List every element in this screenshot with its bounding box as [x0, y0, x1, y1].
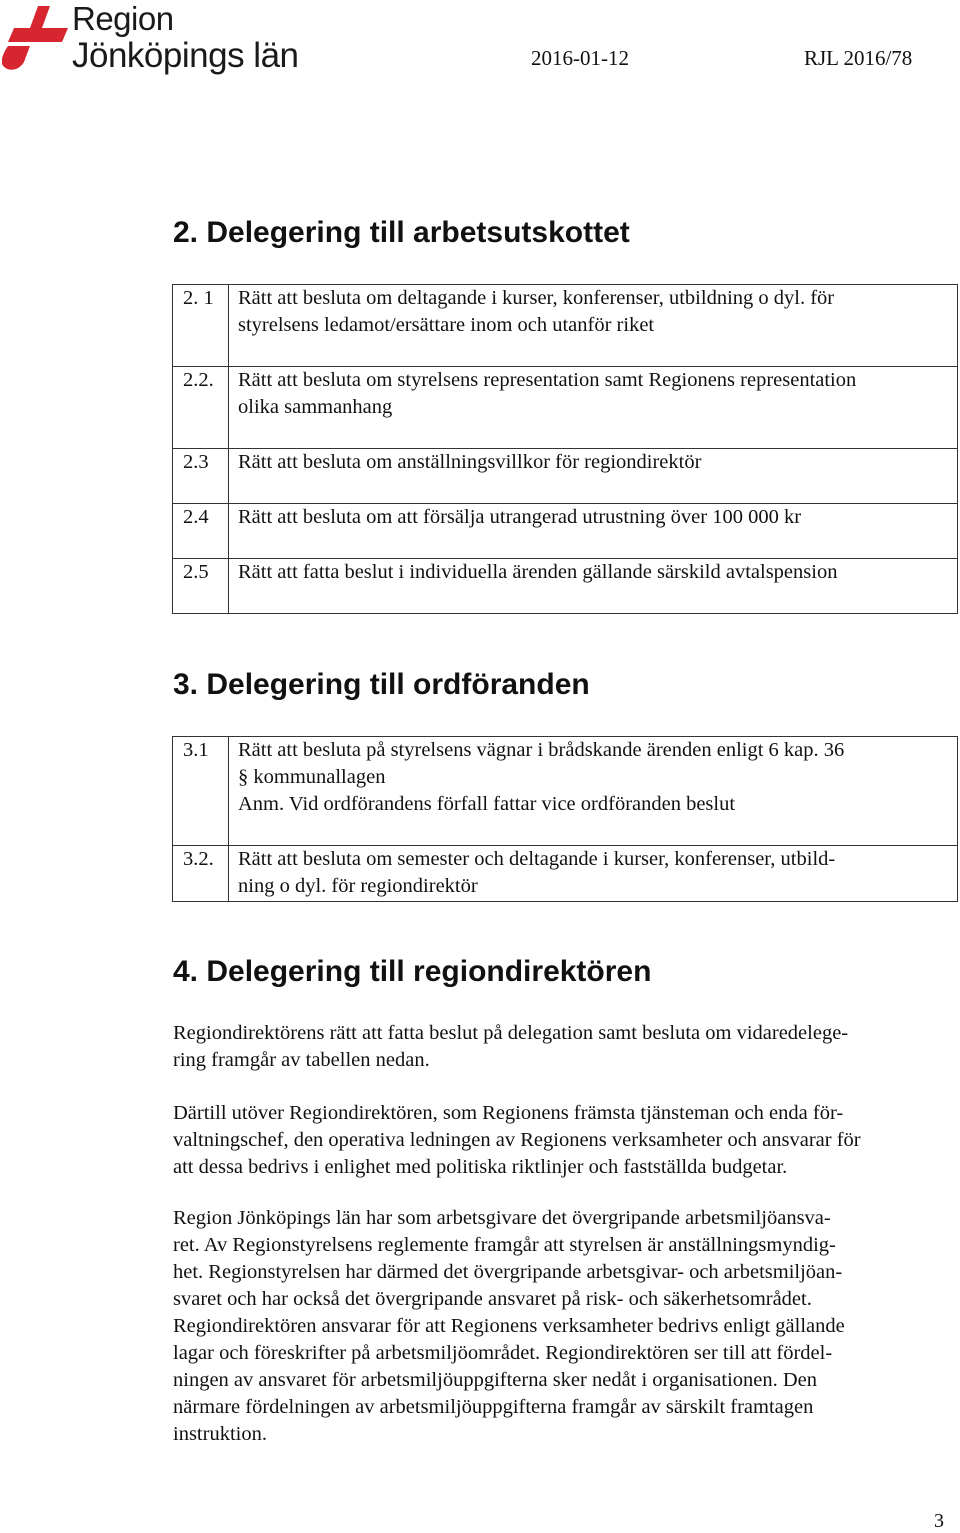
row-number: 2. 1 — [173, 285, 229, 367]
row-text-line: olika sammanhang — [238, 396, 393, 418]
table-row — [173, 367, 958, 449]
table-row — [173, 504, 958, 559]
row-text-line: Rätt att besluta om semester och deltagande i kurser, konferenser, utbild- — [238, 848, 836, 870]
row-text-line: Rätt att besluta om deltagande i kurser, konferenser, utbildning o dyl. för — [238, 287, 835, 309]
region-logo — [0, 2, 300, 77]
table-row — [173, 449, 958, 504]
region-logo-mark-icon — [2, 6, 68, 72]
row-text-line: Anm. Vid ordförandens förfall fattar vice ordföranden beslut — [238, 793, 736, 815]
row-text-line: Rätt att besluta om anställningsvillkor för regiondirektör — [238, 451, 702, 473]
row-text-line: § kommunallagen — [238, 766, 386, 788]
document-reference: RJL 2016/78 — [804, 46, 913, 70]
row-number: 2.2. — [173, 367, 229, 449]
paragraph-line: Därtill utöver Regiondirektören, som Regionens främsta tjänsteman och enda för- — [173, 1102, 844, 1124]
row-number: 2.3 — [173, 449, 229, 504]
row-number: 3.1 — [173, 737, 229, 846]
row-text — [229, 737, 958, 846]
table-row — [173, 285, 958, 367]
row-text-line: Rätt att besluta på styrelsens vägnar i brådskande ärenden enligt 6 kap. 36 — [238, 739, 845, 761]
section-2-heading: 2. Delegering till arbetsutskottet — [173, 216, 630, 249]
paragraph-line: valtningschef, den operativa ledningen av Regionens verksamheter och ansvarar för — [173, 1129, 861, 1151]
section-3-heading: 3. Delegering till ordföranden — [173, 668, 590, 701]
paragraph-line: ring framgår av tabellen nedan. — [173, 1049, 430, 1071]
paragraph-work-environment — [173, 1205, 953, 1448]
row-text-line: styrelsens ledamot/ersättare inom och utanför riket — [238, 314, 655, 336]
row-number: 2.4 — [173, 504, 229, 559]
table-row — [173, 737, 958, 846]
logo-text-county: Jönköpings län — [72, 36, 299, 75]
page-number: 3 — [934, 1510, 944, 1532]
paragraph-line: ningen av ansvaret för arbetsmiljöuppgifterna sker nedåt i organisationen. Den — [173, 1369, 818, 1391]
paragraph-line: instruktion. — [173, 1423, 267, 1445]
row-number: 2.5 — [173, 559, 229, 614]
row-text — [229, 846, 958, 902]
table-row — [173, 846, 958, 902]
paragraph-line: het. Regionstyrelsen har därmed det övergripande arbetsgivar- och arbetsmiljöan- — [173, 1261, 843, 1283]
paragraph-line: Regiondirektören ansvarar för att Regionens verksamheter bedrivs enligt gällande — [173, 1315, 845, 1337]
section-3-table — [172, 736, 958, 902]
document-date: 2016-01-12 — [531, 46, 629, 70]
logo-text-region: Region — [72, 0, 174, 37]
row-text-line: Rätt att fatta beslut i individuella ärenden gällande särskild avtalspension — [238, 561, 838, 583]
paragraph-operations — [173, 1100, 953, 1181]
paragraph-line: lagar och föreskrifter på arbetsmiljöområdet. Regiondirektören ser till att fördel- — [173, 1342, 833, 1364]
row-text — [229, 559, 958, 614]
paragraph-line: att dessa bedrivs i enlighet med politiska riktlinjer och fastställda budgetar. — [173, 1156, 788, 1178]
row-text — [229, 504, 958, 559]
row-text-line: Rätt att besluta om att försälja utrangerad utrustning över 100 000 kr — [238, 506, 802, 528]
paragraph-line: närmare fördelningen av arbetsmiljöuppgifterna framgår av särskilt framtagen — [173, 1396, 814, 1418]
row-text — [229, 285, 958, 367]
row-number: 3.2. — [173, 846, 229, 902]
paragraph-line: ret. Av Regionstyrelsens reglemente framgår att styrelsen är anställningsmyndig- — [173, 1234, 836, 1256]
table-row — [173, 559, 958, 614]
paragraph-line: Regiondirektörens rätt att fatta beslut på delegation samt besluta om vidaredelege- — [173, 1022, 849, 1044]
paragraph-delegation — [173, 1020, 953, 1074]
row-text-line: ning o dyl. för regiondirektör — [238, 875, 478, 897]
paragraph-line: Region Jönköpings län har som arbetsgivare det övergripande arbetsmiljöansva- — [173, 1207, 831, 1229]
paragraph-line: svaret och har också det övergripande ansvaret på risk- och säkerhetsområdet. — [173, 1288, 812, 1310]
section-2-table — [172, 284, 958, 614]
row-text — [229, 449, 958, 504]
section-4-heading: 4. Delegering till regiondirektören — [173, 955, 652, 988]
row-text-line: Rätt att besluta om styrelsens representation samt Regionens representation — [238, 369, 857, 391]
row-text — [229, 367, 958, 449]
